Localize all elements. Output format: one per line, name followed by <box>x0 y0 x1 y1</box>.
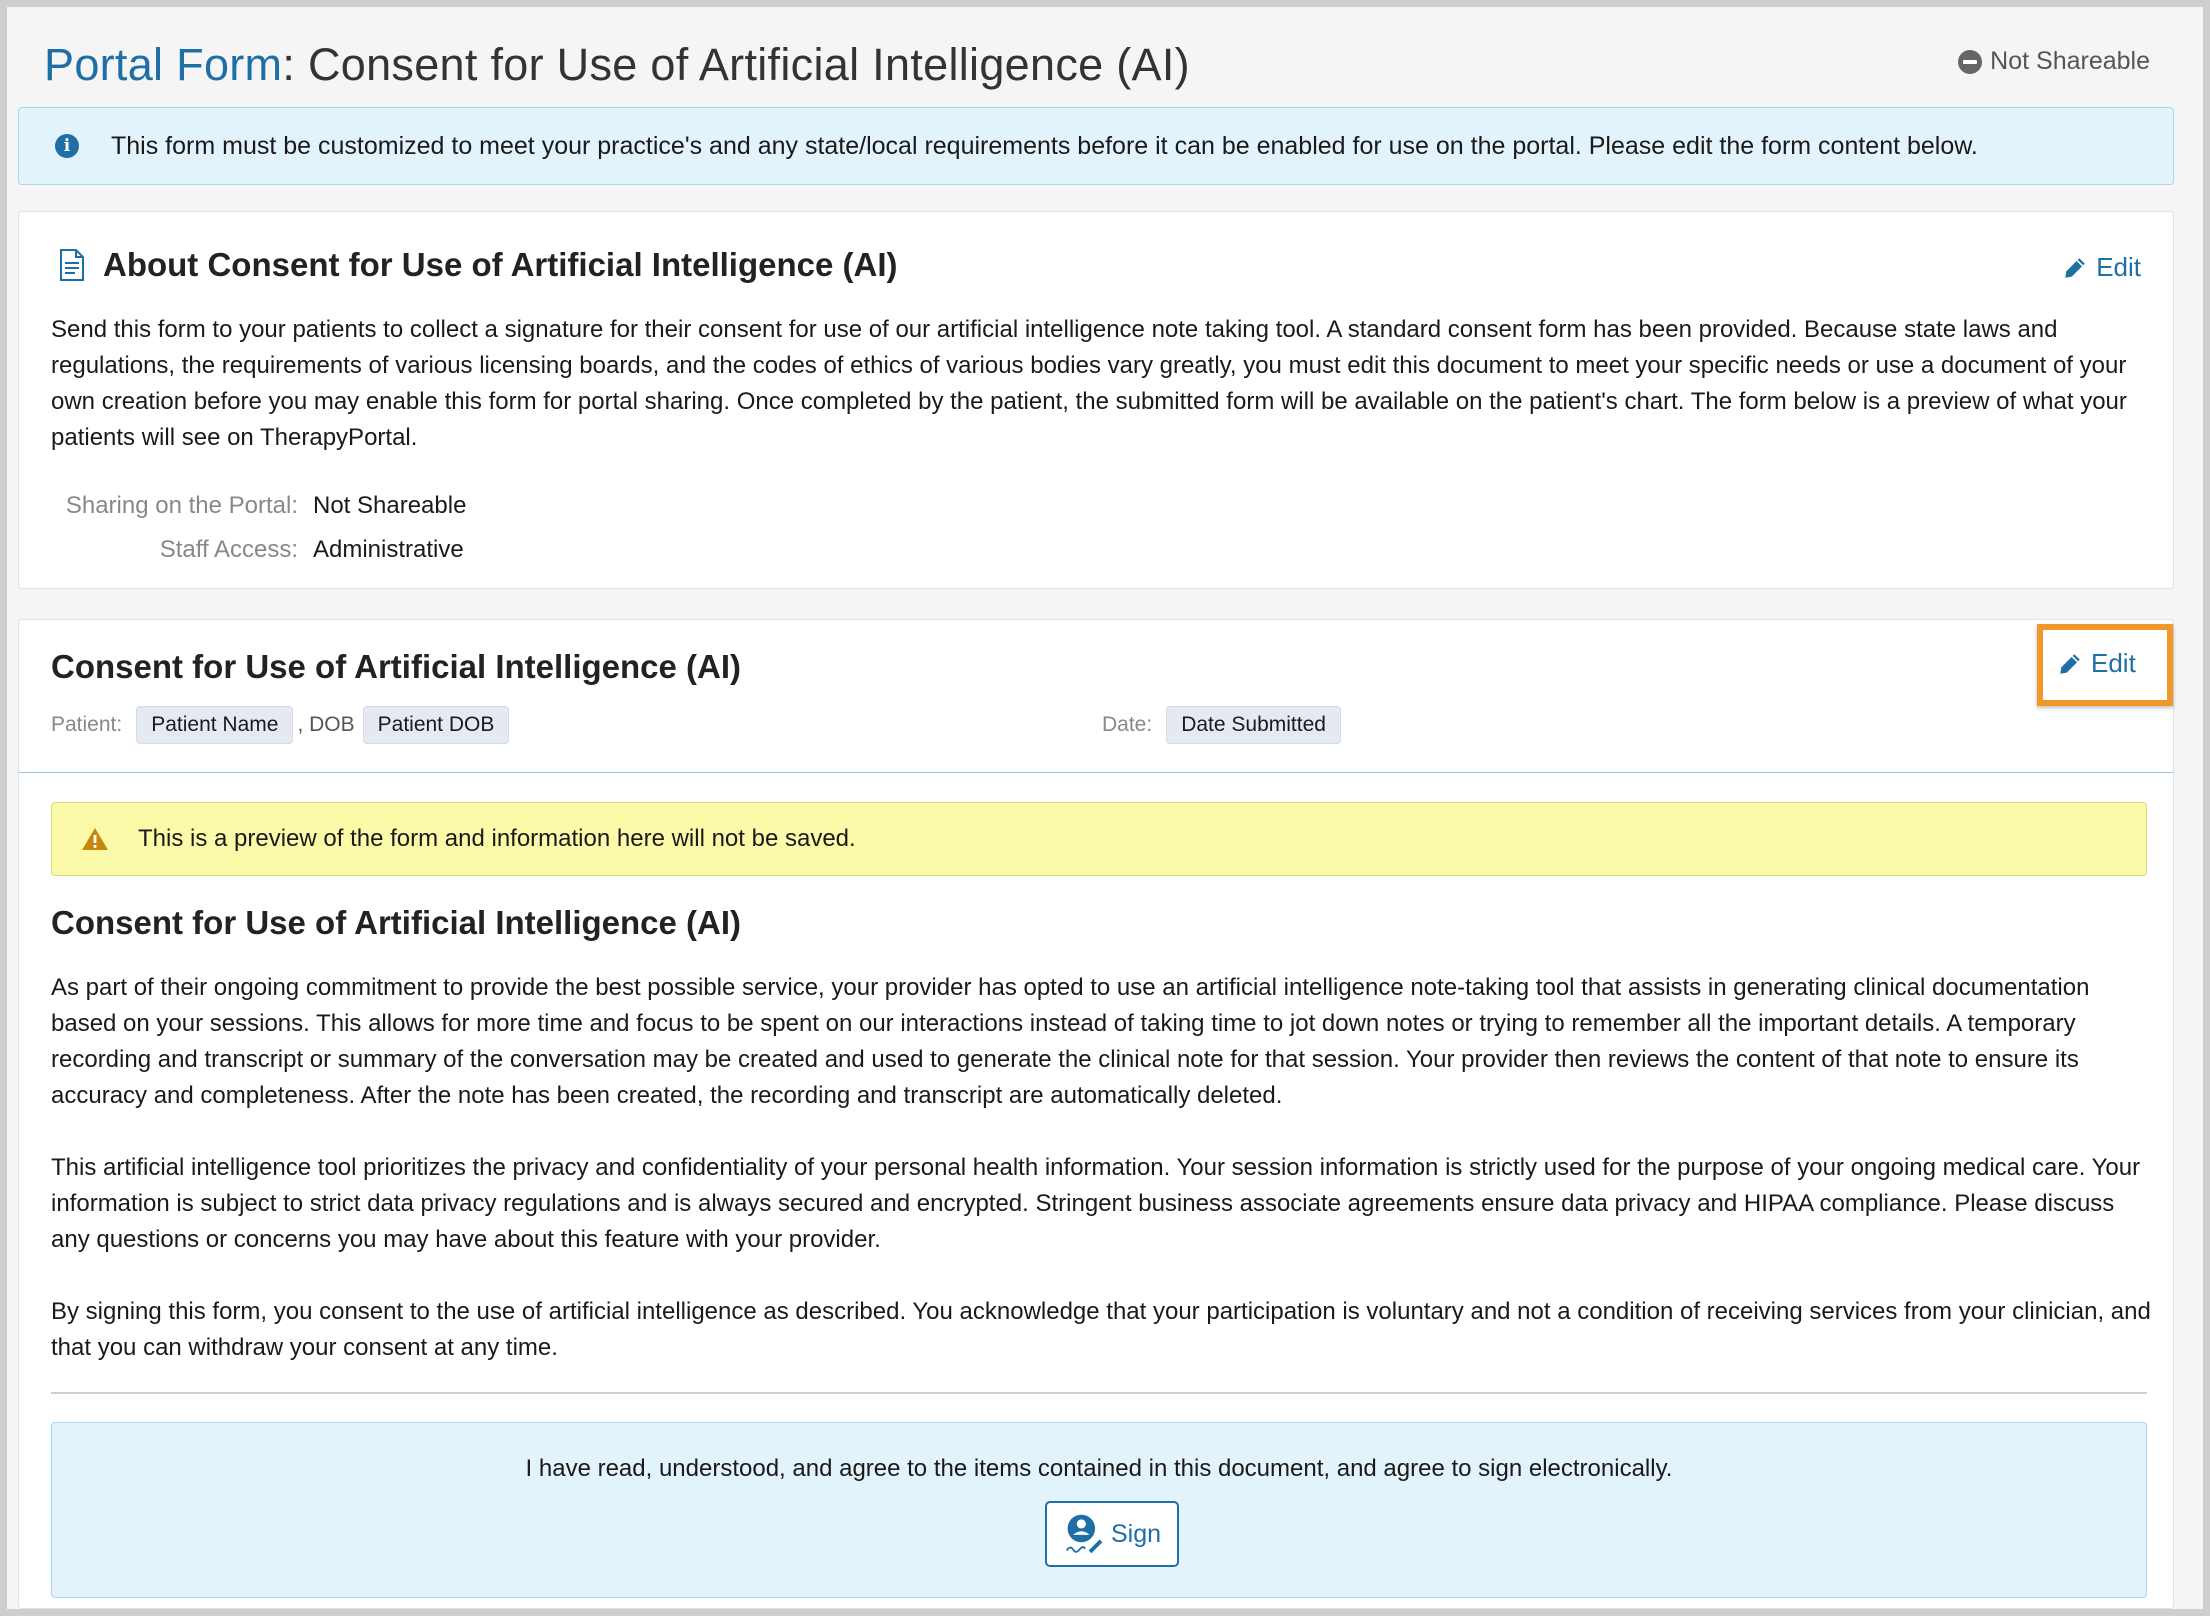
date-label: Date: <box>1102 713 1153 736</box>
signature-user-icon <box>1063 1512 1107 1556</box>
form-edit-label: Edit <box>2091 648 2136 678</box>
form-edit-button[interactable] <box>2057 648 2136 679</box>
dob-label: , DOB <box>297 713 355 736</box>
form-card-title: Consent for Use of Artificial Intelligence (AI) <box>51 648 742 685</box>
header-divider <box>19 772 2173 773</box>
body-divider <box>51 1392 2147 1394</box>
minus-circle-icon <box>1958 50 1982 74</box>
meta-row-sharing <box>53 484 466 528</box>
date-submitted-chip: Date Submitted <box>1166 706 1341 744</box>
date-row <box>1102 706 1341 744</box>
pencil-icon <box>2057 651 2083 677</box>
sharing-status-text: Not Shareable <box>1990 47 2150 75</box>
sharing-status <box>1958 47 2150 76</box>
form-heading: Consent for Use of Artificial Intelligence (AI) <box>51 904 742 941</box>
signature-box <box>51 1422 2147 1598</box>
page-title-text: Consent for Use of Artificial Intelligence (AI) <box>295 39 1190 90</box>
agreement-text: I have read, understood, and agree to the items contained in this document, and agree to sign electronically. <box>525 1455 1673 1482</box>
meta-label: Staff Access: <box>159 536 298 563</box>
info-banner <box>18 107 2174 185</box>
document-icon <box>59 249 85 281</box>
patient-row <box>51 706 509 744</box>
preview-warning-text: This is a preview of the form and information here will not be saved. <box>138 825 856 852</box>
title-separator: : <box>282 39 296 90</box>
warning-icon <box>80 826 110 852</box>
pencil-icon <box>2062 255 2088 281</box>
sign-button-label: Sign <box>1110 1519 1162 1548</box>
form-body <box>51 970 2151 1402</box>
info-icon: i <box>55 134 79 158</box>
form-paragraph: By signing this form, you consent to the use of artificial intelligence as described. You acknowledge that your participation is voluntary and not a condition of receiving services from your clinician, and that you can withdraw your consent at any time. <box>51 1298 2151 1361</box>
preview-warning-banner <box>51 802 2147 876</box>
about-description: Send this form to your patients to collect a signature for their consent for use of our artificial intelligence note taking tool. A standard consent form has been provided. Because state laws and regulations, the requirements of various licensing boards, and the codes of ethics of various bodies vary greatly, you must edit this document to meet your specific needs or use a document of your own creation before you may enable this form for portal sharing. Once completed by the patient, the submitted form will be available on the patient's chart. The form below is a preview of what your patients will see on TherapyPortal. <box>51 316 2127 451</box>
patient-dob-chip: Patient DOB <box>363 706 510 744</box>
form-preview-card <box>18 619 2174 1609</box>
about-edit-button[interactable] <box>2062 252 2141 283</box>
meta-value: Administrative <box>313 536 464 563</box>
meta-value: Not Shareable <box>313 492 467 519</box>
patient-name-chip: Patient Name <box>136 706 293 744</box>
page-title <box>44 35 2164 95</box>
form-paragraph: As part of their ongoing commitment to provide the best possible service, your provider has opted to use an artificial intelligence note-taking tool that assists in generating clinical documentation based on your sessions. This allows for more time and focus to be spent on our interactions instead of taking time to jot down notes or trying to remember all the important details. A temporary recording and transcript or summary of the conversation may be created and used to generate the clinical note for that session. Your provider then reviews the content of that note to ensure its accuracy and completeness. After the note has been created, the recording and transcript are automatically deleted. <box>51 974 2090 1109</box>
form-edit-highlight <box>2037 624 2173 706</box>
about-edit-label: Edit <box>2096 252 2141 282</box>
about-title: About Consent for Use of Artificial Intelligence (AI) <box>103 246 898 283</box>
about-meta <box>53 484 466 572</box>
title-row <box>44 35 2164 95</box>
page-frame <box>7 7 2203 1609</box>
meta-label: Sharing on the Portal: <box>65 492 298 519</box>
about-header <box>59 246 897 284</box>
form-paragraph: This artificial intelligence tool prioritizes the privacy and confidentiality of your personal health information. Your session information is strictly used for the purpose of your ongoing medical care. Your information is subject to strict data privacy regulations and is always secured and encrypted. Stringent business associate agreements ensure data privacy and HIPAA compliance. Please discuss any questions or concerns you may have about this feature with your provider. <box>51 1154 2141 1253</box>
meta-row-staff-access <box>53 528 466 572</box>
sign-button[interactable] <box>1045 1501 1179 1567</box>
info-banner-text: This form must be customized to meet your practice's and any state/local requirements before it can be enabled for use on the portal. Please edit the form content below. <box>111 131 1978 160</box>
patient-label: Patient: <box>51 713 123 736</box>
about-card <box>18 211 2174 589</box>
breadcrumb-portal-form[interactable]: Portal Form <box>44 39 283 90</box>
